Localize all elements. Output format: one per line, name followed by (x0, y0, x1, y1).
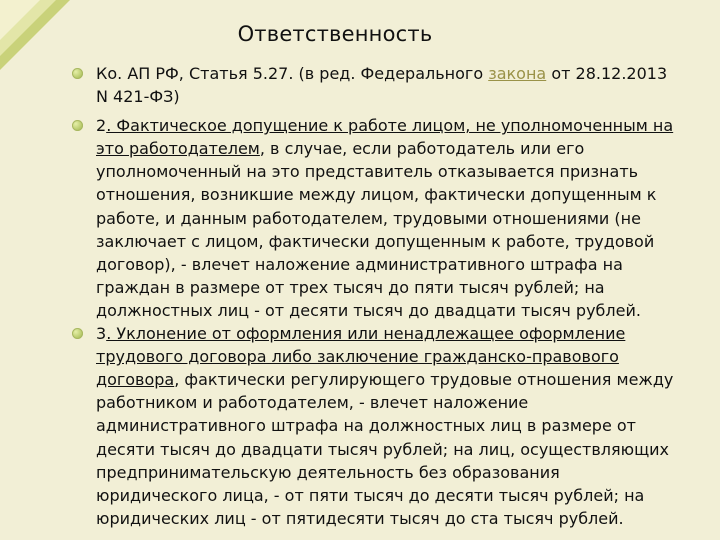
bullet-list (64, 62, 684, 530)
item-text: Ко. АП РФ, Статья 5.27. (в ред. Федерального (96, 64, 489, 83)
item-text: от 28.12.2013 N 421-ФЗ) (96, 64, 668, 107)
item-text: , в случае, если работодатель или его уполномоченный на это представитель отказывается признать отношения, возникшие между лицом, фактически допущенным к работе, и данным работодателем, трудовыми отношениями (не заключает с лицом, фактически допущенным к работе, трудовой договор), - влечет наложение административного штрафа на граждан в размере от трех тысяч до пяти тысяч рублей; на должностных лиц - от десяти тысяч до двадцати тысяч рублей. (96, 139, 657, 320)
law-link[interactable]: закона (488, 64, 547, 83)
bullet-icon (72, 120, 83, 131)
list-item (64, 62, 684, 108)
item-number: 3 (96, 324, 107, 344)
bullet-icon (72, 68, 83, 79)
item-text: , фактически регулирующего трудовые отношения между работником и работодателем, - влечет наложение административного штрафа на должностных лиц в размере от десяти тысяч до двадцати тысяч рублей; на лиц, осуществляющих предпринимательскую деятельность без образования юридического лица, - от пяти тысяч до десяти тысяч рублей; на юридических лиц - от пятидесяти тысяч до ста тысяч рублей. (96, 370, 674, 528)
item-number: 2 (96, 116, 107, 136)
slide-title: Ответственность (237, 22, 433, 46)
underlined-text: . Фактическое допущение к работе лицом, не уполномоченным на это работодателем (96, 116, 674, 159)
bullet-icon (72, 328, 83, 339)
list-item (64, 322, 684, 530)
underlined-text: . Уклонение от оформления или ненадлежащее оформление трудового договора либо заключение гражданско-правового договора (96, 324, 626, 390)
list-item (64, 114, 684, 322)
